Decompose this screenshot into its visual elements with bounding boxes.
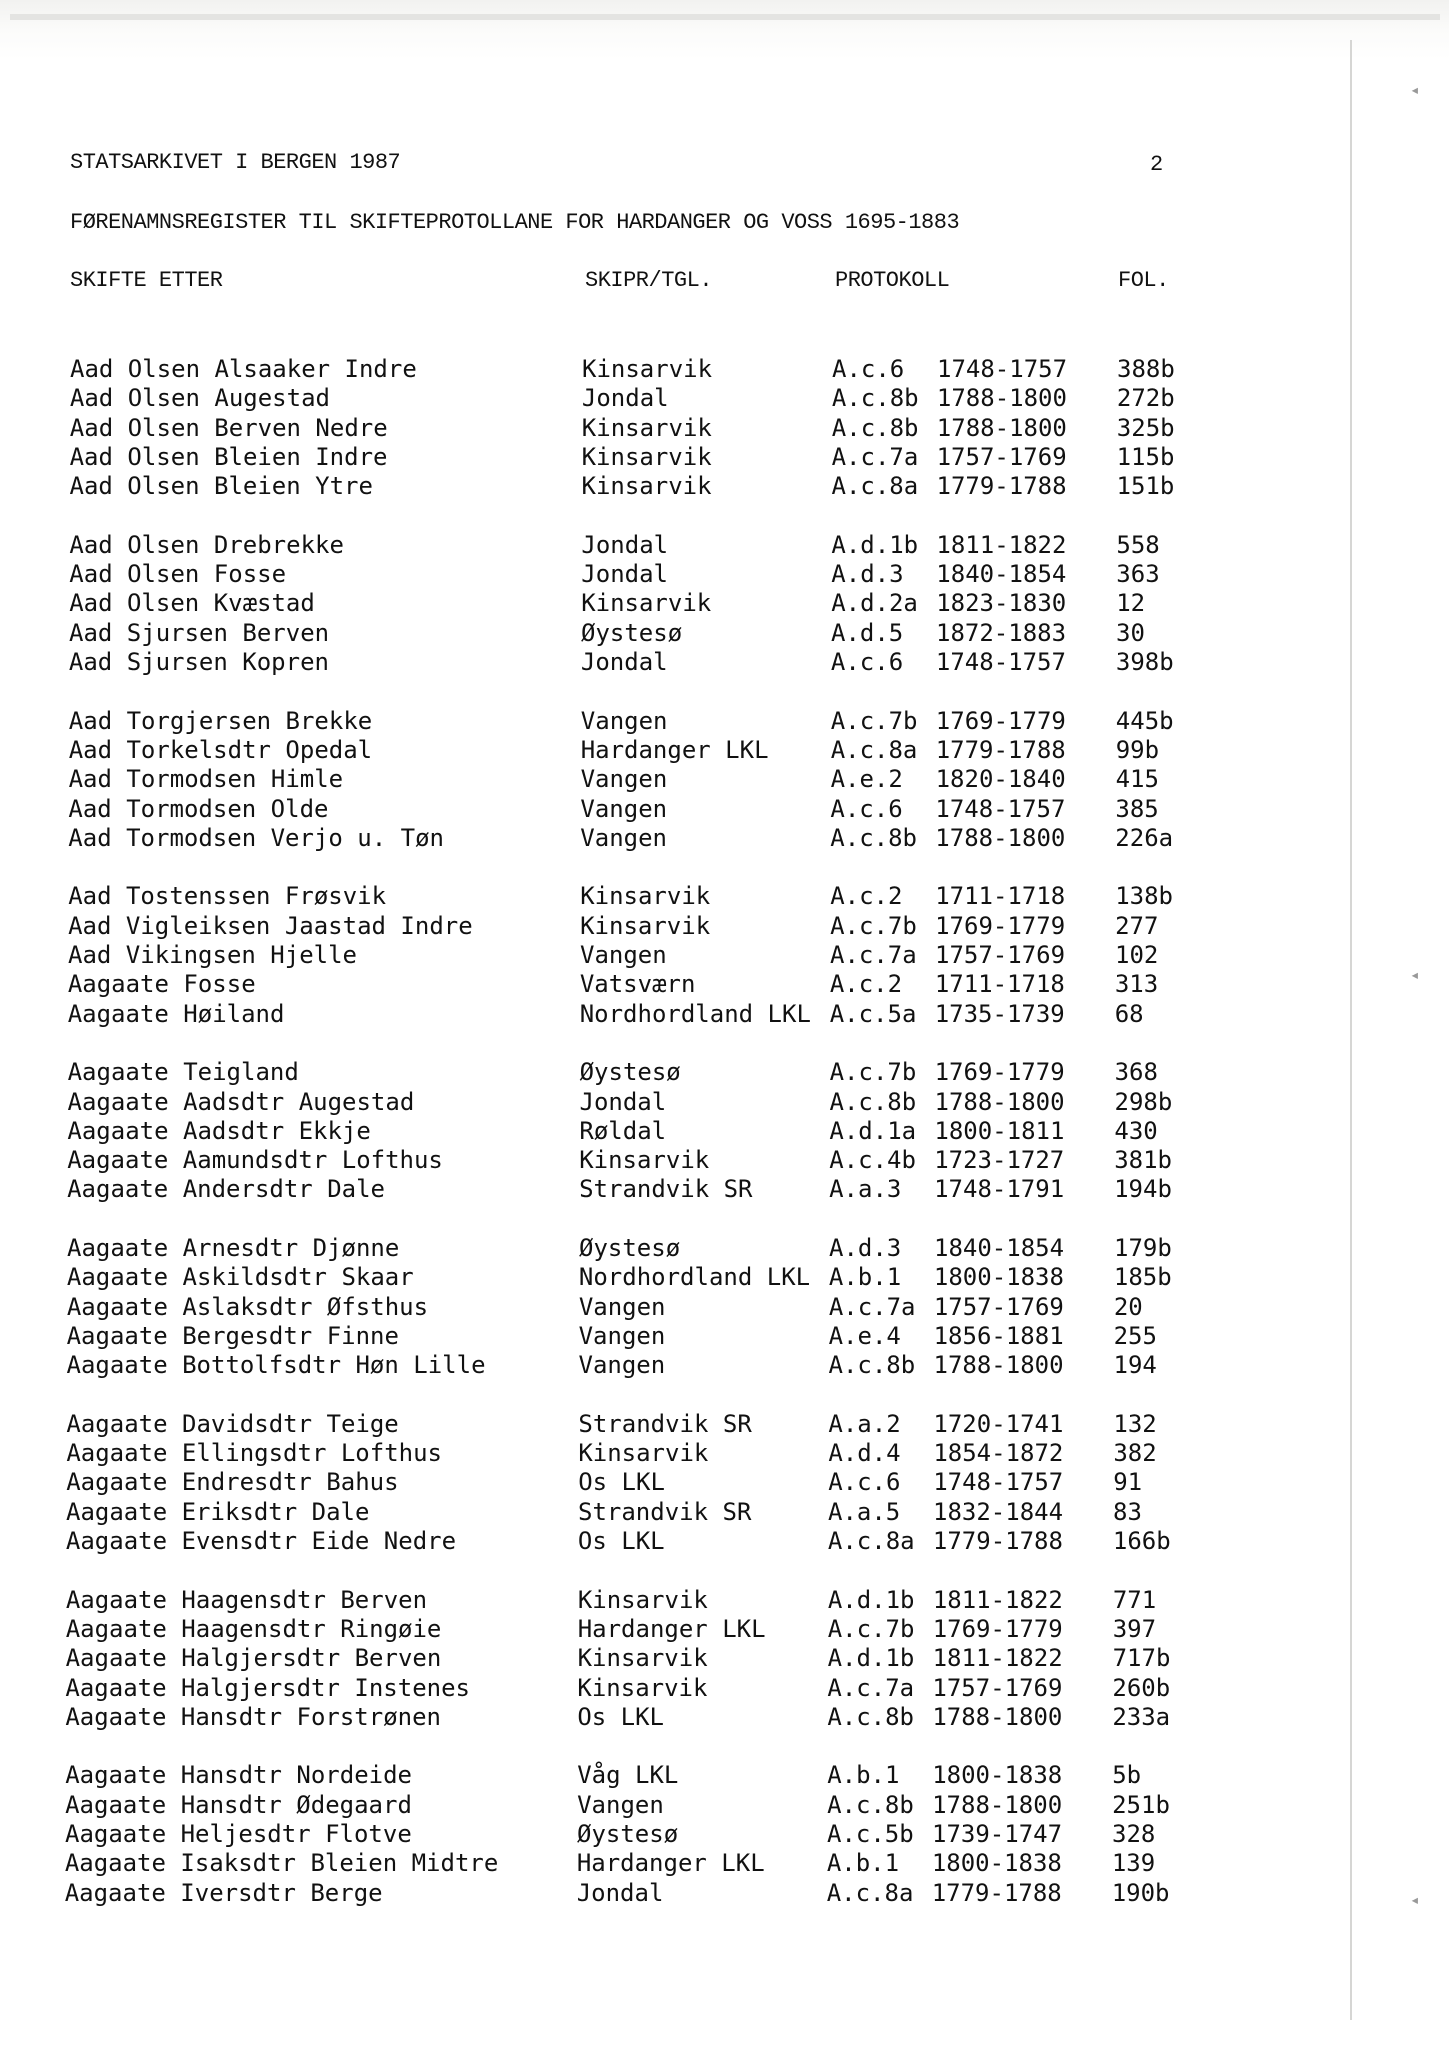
entry-name: Aad Sjursen Berven (69, 618, 330, 647)
entry-name: Aad Tormodsen Himle (68, 765, 344, 794)
entry-name: Aagaate Høiland (67, 999, 285, 1028)
entry-protocol: A.b.1 (828, 1263, 902, 1292)
entry-name: Aagaate Aslaksdtr Øfsthus (66, 1292, 429, 1321)
entry-place: Strandvik SR (578, 1497, 752, 1526)
entry-years: 1788-1800 (933, 1351, 1064, 1380)
entry-folio: 185b (1113, 1263, 1172, 1292)
entry-name: Aad Sjursen Kopren (68, 648, 329, 676)
entry-years: 1788-1800 (934, 1087, 1065, 1116)
entry-folio: 558 (1116, 530, 1160, 559)
entry-folio: 298b (1114, 1087, 1173, 1116)
entry-years: 1757-1769 (932, 1673, 1063, 1702)
entry-name: Aagaate Halgjersdtr Berven (65, 1644, 442, 1673)
entry-protocol: A.c.6 (830, 648, 904, 676)
entry-years: 1757-1769 (935, 941, 1066, 969)
entry-protocol: A.c.8b (829, 1087, 917, 1116)
entry-years: 1800-1838 (931, 1849, 1062, 1878)
entry-place: Øystesø (577, 1820, 679, 1848)
entry-folio: 194 (1113, 1351, 1157, 1380)
entry-years: 1748-1757 (935, 648, 1066, 676)
entry-name: Aad Olsen Bleien Ytre (69, 472, 373, 501)
archive-title: STATSARKIVET I BERGEN 1987 (70, 150, 401, 175)
entry-folio: 397 (1112, 1614, 1157, 1643)
entry-name: Aagaate Hansdtr Forstrønen (65, 1702, 441, 1731)
entry-place: Os LKL (577, 1702, 665, 1731)
entry-protocol: A.c.7a (827, 1673, 915, 1702)
entry-name: Aagaate Fosse (67, 970, 256, 999)
entry-years: 1711-1718 (935, 882, 1066, 911)
entry-name: Aagaate Davidsdtr Teige (66, 1409, 399, 1438)
entry-years: 1823-1830 (936, 589, 1067, 618)
entry-folio: 368 (1114, 1058, 1158, 1087)
entry-folio: 233a (1112, 1702, 1171, 1731)
entry-place: Røldal (579, 1116, 667, 1145)
entry-protocol: A.c.8a (827, 1527, 915, 1555)
entry-name: Aagaate Isaksdtr Bleien Midtre (64, 1849, 499, 1878)
entry-name: Aad Olsen Bleien Indre (69, 442, 388, 471)
register-title: FØRENAMNSREGISTER TIL SKIFTEPROTOLLANE FOR HARDANGER OG VOSS 1695-1883 (70, 210, 960, 235)
entry-years: 1739-1747 (932, 1820, 1063, 1848)
entry-years: 1788-1800 (936, 384, 1067, 413)
entry-name: Aad Olsen Kvæstad (69, 589, 315, 618)
entry-protocol: A.c.8a (826, 1878, 914, 1907)
entry-name: Aagaate Endresdtr Bahus (66, 1468, 399, 1497)
entry-years: 1788-1800 (936, 413, 1067, 442)
entry-place: Jondal (579, 1087, 667, 1116)
entry-years: 1748-1757 (933, 1468, 1064, 1497)
entry-folio: 20 (1113, 1292, 1143, 1321)
entry-place: Kinsarvik (578, 1439, 709, 1468)
entry-name: Aad Olsen Drebrekke (69, 530, 344, 559)
entry-folio: 151b (1116, 472, 1175, 501)
entry-place: Vangen (578, 1351, 666, 1380)
entry-folio: 190b (1111, 1878, 1170, 1907)
entry-place: Jondal (580, 648, 668, 676)
entry-place: Vangen (578, 1321, 666, 1350)
entry-protocol: A.c.4b (829, 1146, 916, 1175)
entry-protocol: A.c.6 (830, 794, 903, 823)
entry-protocol: A.d.1b (831, 530, 919, 559)
entry-name: Aad Vigleiksen Jaastad Indre (68, 911, 473, 940)
entry-place: Våg LKL (577, 1761, 679, 1790)
entry-name: Aad Tormodsen Verjo u. Tøn (68, 823, 444, 852)
column-header-place: SKIPR/TGL. (585, 268, 713, 293)
entry-years: 1769-1779 (932, 1614, 1063, 1643)
entry-years: 1820-1840 (935, 765, 1066, 794)
column-header-protocol: PROTOKOLL (835, 268, 950, 293)
entry-folio: 272b (1116, 384, 1175, 413)
entry-years: 1788-1800 (932, 1790, 1063, 1819)
entry-years: 1735-1739 (934, 999, 1065, 1028)
entry-folio: 260b (1112, 1673, 1171, 1702)
entry-protocol: A.c.6 (832, 355, 905, 383)
entry-place: Kinsarvik (581, 472, 712, 501)
entry-protocol: A.c.7a (830, 941, 917, 969)
entry-folio: 12 (1116, 589, 1146, 618)
entry-place: Kinsarvik (580, 882, 711, 911)
entry-folio: 325b (1116, 413, 1175, 442)
entry-place: Kinsarvik (581, 413, 712, 442)
entry-protocol: A.c.8b (827, 1790, 914, 1819)
entry-name: Aagaate Iversdtr Berge (64, 1878, 383, 1907)
scan-mark-bottom: ◂ (1410, 1890, 1420, 1909)
entry-place: Nordhordland LKL (579, 999, 811, 1028)
entry-folio: 194b (1114, 1175, 1172, 1204)
entry-years: 1779-1788 (931, 1878, 1062, 1907)
entry-place: Vangen (580, 941, 667, 969)
entry-folio: 398b (1115, 648, 1174, 676)
entry-folio: 382 (1113, 1439, 1157, 1468)
entry-name: Aagaate Aadsdtr Ekkje (67, 1116, 371, 1145)
column-header-folio: FOL. (1118, 268, 1169, 293)
entry-years: 1723-1727 (934, 1146, 1065, 1175)
entry-place: Kinsarvik (581, 442, 712, 471)
entry-years: 1769-1779 (935, 706, 1066, 735)
entry-place: Vangen (580, 765, 668, 794)
entry-name: Aagaate Hansdtr Ødegaard (65, 1790, 412, 1819)
entry-protocol: A.c.8b (831, 413, 919, 442)
entry-protocol: A.c.5b (827, 1820, 914, 1848)
entry-protocol: A.d.3 (829, 1234, 902, 1262)
entry-name: Aagaate Halgjersdtr Instenes (65, 1673, 470, 1702)
entry-years: 1769-1779 (935, 911, 1066, 940)
entry-folio: 255 (1113, 1321, 1157, 1350)
entry-years: 1769-1779 (934, 1058, 1065, 1087)
entry-place: Vangen (578, 1292, 666, 1321)
entry-years: 1832-1844 (933, 1497, 1064, 1526)
entry-name: Aagaate Haagensdtr Berven (65, 1585, 428, 1614)
entry-folio: 277 (1115, 911, 1159, 940)
entry-place: Øystesø (579, 1058, 681, 1087)
entry-folio: 83 (1113, 1497, 1142, 1526)
entry-folio: 328 (1112, 1820, 1156, 1848)
entry-folio: 445b (1115, 706, 1174, 735)
entry-protocol: A.c.8a (831, 472, 919, 501)
entry-name: Aad Olsen Berven Nedre (69, 413, 388, 442)
entry-folio: 5b (1112, 1761, 1142, 1790)
entry-folio: 138b (1115, 882, 1173, 911)
entry-place: Kinsarvik (579, 1146, 710, 1175)
entry-protocol: A.c.8b (827, 1702, 915, 1731)
entry-place: Kinsarvik (582, 355, 713, 383)
entry-place: Kinsarvik (577, 1673, 708, 1702)
entry-place: Jondal (581, 560, 668, 589)
entry-folio: 313 (1114, 970, 1159, 999)
entry-years: 1757-1769 (936, 442, 1067, 471)
page-number: 2 (1150, 152, 1164, 177)
entry-place: Os LKL (578, 1468, 665, 1497)
entry-folio: 771 (1112, 1585, 1157, 1614)
entry-protocol: A.e.4 (828, 1321, 901, 1350)
entry-place: Kinsarvik (581, 589, 712, 618)
entry-protocol: A.d.1a (829, 1116, 917, 1145)
entry-protocol: A.d.2a (831, 589, 918, 618)
entry-protocol: A.c.7a (831, 442, 919, 471)
entry-protocol: A.d.4 (828, 1439, 901, 1468)
entry-protocol: A.c.2 (829, 970, 903, 999)
entry-folio: 415 (1115, 765, 1159, 794)
entry-protocol: A.c.7b (830, 706, 918, 735)
entry-folio: 381b (1114, 1146, 1172, 1175)
entry-years: 1872-1883 (936, 618, 1067, 647)
entry-place: Vangen (580, 706, 668, 735)
entry-name: Aagaate Aamundsdtr Lofthus (67, 1146, 443, 1175)
entry-name: Aad Tormodsen Olde (68, 794, 329, 823)
entry-years: 1811-1822 (936, 530, 1067, 559)
scan-right-edge (1350, 40, 1352, 2020)
column-header-name: SKIFTE ETTER (70, 268, 223, 293)
entry-protocol: A.d.5 (831, 618, 904, 647)
entry-name: Aad Vikingsen Hjelle (68, 941, 357, 969)
entry-place: Strandvik SR (578, 1409, 752, 1438)
entry-protocol: A.c.5a (829, 999, 917, 1028)
entry-name: Aad Olsen Alsaaker Indre (70, 355, 417, 383)
entry-place: Vangen (580, 823, 667, 852)
entry-name: Aad Torgjersen Brekke (68, 706, 373, 735)
entry-folio: 30 (1116, 618, 1145, 647)
entry-years: 1757-1769 (933, 1292, 1064, 1321)
entry-name: Aad Torkelsdtr Opedal (68, 735, 373, 764)
entry-protocol: A.c.2 (830, 882, 903, 911)
entry-protocol: A.c.8b (828, 1351, 916, 1380)
entry-protocol: A.c.7b (829, 1058, 917, 1087)
entry-place: Jondal (576, 1878, 664, 1907)
entry-protocol: A.d.1b (827, 1585, 915, 1614)
entry-name: Aagaate Hansdtr Nordeide (65, 1761, 412, 1790)
entry-name: Aagaate Ellingsdtr Lofthus (66, 1439, 442, 1468)
entry-protocol: A.d.1b (827, 1644, 915, 1673)
entry-protocol: A.a.3 (829, 1175, 902, 1204)
entry-years: 1788-1800 (935, 823, 1066, 852)
entry-years: 1856-1881 (933, 1321, 1064, 1350)
entry-place: Vangen (580, 794, 668, 823)
entry-years: 1748-1757 (935, 794, 1066, 823)
entry-years: 1840-1854 (934, 1234, 1065, 1262)
entry-folio: 166b (1112, 1527, 1171, 1555)
entry-place: Strandvik SR (579, 1175, 753, 1204)
entry-protocol: A.c.7b (827, 1614, 915, 1643)
entry-protocol: A.d.3 (831, 560, 904, 589)
scan-mark-top: ◂ (1410, 80, 1420, 99)
entry-place: Kinsarvik (577, 1644, 708, 1673)
scan-mark-middle: ◂ (1410, 965, 1420, 984)
entry-folio: 251b (1112, 1790, 1170, 1819)
entry-years: 1788-1800 (932, 1702, 1063, 1731)
entry-years: 1811-1822 (932, 1585, 1063, 1614)
entry-place: Nordhordland LKL (578, 1263, 811, 1292)
entry-years: 1779-1788 (932, 1527, 1063, 1555)
entry-place: Kinsarvik (577, 1585, 708, 1614)
entry-years: 1720-1741 (933, 1409, 1064, 1438)
entry-folio: 179b (1114, 1234, 1172, 1262)
entry-place: Hardanger LKL (577, 1614, 766, 1643)
entry-years: 1779-1788 (935, 735, 1066, 764)
entry-place: Vangen (577, 1790, 664, 1819)
scan-top-edge (10, 14, 1440, 20)
entry-name: Aad Olsen Augestad (69, 384, 330, 413)
entry-folio: 717b (1112, 1644, 1171, 1673)
entry-folio: 115b (1116, 442, 1175, 471)
entry-protocol: A.c.7a (828, 1292, 916, 1321)
entry-place: Øystesø (579, 1234, 681, 1262)
entry-protocol: A.c.8a (830, 735, 918, 764)
entry-years: 1811-1822 (932, 1644, 1063, 1673)
entry-name: Aagaate Evensdtr Eide Nedre (65, 1527, 457, 1555)
entry-folio: 139 (1111, 1849, 1156, 1878)
entry-name: Aagaate Askildsdtr Skaar (66, 1263, 414, 1292)
entry-protocol: A.e.2 (830, 765, 903, 794)
entry-protocol: A.c.6 (828, 1468, 901, 1497)
entry-name: Aagaate Heljesdtr Flotve (65, 1820, 412, 1848)
entry-folio: 68 (1114, 999, 1144, 1028)
entry-name: Aagaate Eriksdtr Dale (66, 1497, 370, 1526)
entry-folio: 363 (1116, 560, 1160, 589)
entry-years: 1779-1788 (936, 472, 1067, 501)
entry-protocol: A.a.2 (828, 1409, 901, 1438)
entry-place: Hardanger LKL (580, 735, 769, 764)
entry-folio: 385 (1115, 794, 1159, 823)
entry-years: 1800-1811 (934, 1116, 1065, 1145)
entry-years: 1800-1838 (932, 1761, 1063, 1790)
entry-place: Jondal (581, 384, 669, 413)
entry-years: 1711-1718 (934, 970, 1065, 999)
entry-name: Aagaate Bottolfsdtr Høn Lille (66, 1351, 486, 1380)
entry-name: Aagaate Teigland (67, 1058, 299, 1087)
entry-years: 1854-1872 (933, 1439, 1064, 1468)
entry-protocol: A.c.7b (830, 911, 917, 940)
entry-place: Vatsværn (579, 970, 696, 999)
entry-place: Os LKL (577, 1527, 665, 1555)
entry-years: 1800-1838 (933, 1263, 1064, 1292)
entry-protocol: A.b.1 (827, 1761, 900, 1790)
entry-folio: 388b (1117, 355, 1175, 383)
entry-place: Jondal (581, 530, 669, 559)
entry-folio: 102 (1115, 941, 1159, 969)
entry-name: Aagaate Haagensdtr Ringøie (65, 1614, 442, 1643)
entry-years: 1748-1757 (937, 355, 1068, 383)
entry-name: Aad Olsen Fosse (69, 560, 287, 589)
entry-folio: 226a (1115, 823, 1174, 852)
entry-protocol: A.c.8b (831, 384, 919, 413)
entry-name: Aagaate Aadsdtr Augestad (67, 1087, 415, 1116)
entry-years: 1748-1791 (934, 1175, 1065, 1204)
entry-name: Aagaate Andersdtr Dale (67, 1175, 385, 1204)
entry-place: Hardanger LKL (576, 1849, 765, 1878)
entry-years: 1840-1854 (936, 560, 1067, 589)
entry-place: Kinsarvik (580, 911, 711, 940)
entry-folio: 99b (1115, 735, 1160, 764)
entry-protocol: A.b.1 (826, 1849, 900, 1878)
entry-name: Aad Tostenssen Frøsvik (68, 882, 387, 911)
entry-place: Øystesø (581, 618, 683, 647)
entry-protocol: A.a.5 (828, 1497, 901, 1526)
entry-name: Aagaate Bergesdtr Finne (66, 1321, 399, 1350)
entry-folio: 430 (1114, 1116, 1158, 1145)
entry-name: Aagaate Arnesdtr Djønne (67, 1234, 400, 1262)
entry-folio: 132 (1113, 1409, 1157, 1438)
entry-protocol: A.c.8b (830, 823, 917, 852)
entry-folio: 91 (1113, 1468, 1143, 1497)
